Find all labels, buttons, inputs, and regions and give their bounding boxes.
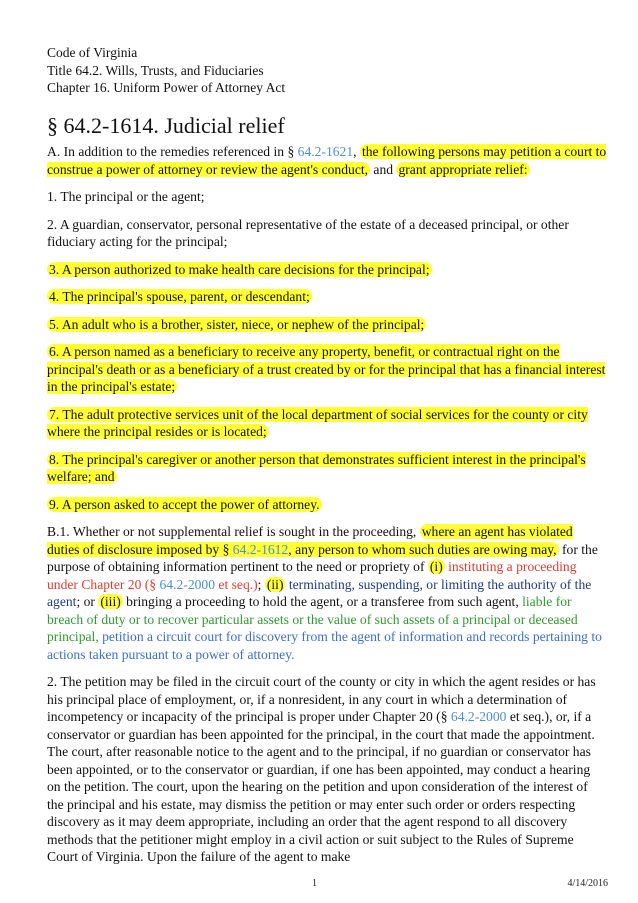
footer-date: 4/14/2016: [567, 878, 608, 889]
list-item-8-text: 8. The principal's caregiver or another person that demonstrates sufficient interest in the principal's welfare; and: [47, 451, 586, 484]
list-item-9-text: 9. A person asked to accept the power of attorney.: [49, 496, 320, 512]
green-text-liable: liable for breach of duty or to recover particular assets or the value of such assets of a principal or deceased principal,: [47, 594, 578, 644]
highlight-ii: (ii): [266, 576, 284, 592]
list-item-4-text: 4. The principal's spouse, parent, or descendant;: [49, 289, 310, 304]
list-item-5-text: 5. An adult who is a brother, sister, niece, or nephew of the principal;: [49, 316, 425, 332]
highlight-relief: grant appropriate relief:: [398, 161, 528, 177]
statute-link-64-2-2000-a[interactable]: 64.2-2000: [159, 576, 216, 592]
highlight-violated-text-b: , any person to whom such duties are owing may,: [288, 541, 557, 557]
list-item-6: [47, 343, 607, 396]
header-code: Code of Virginia: [47, 45, 138, 60]
para-b1-text-1: B.1. Whether or not supplemental relief is sought in the proceeding,: [47, 524, 420, 539]
highlight-violated-text-a: where an agent has violated duties of disclosure imposed by §: [47, 524, 573, 557]
list-item-5: [47, 316, 607, 334]
navy-text-terminating: terminating, suspending, or limiting the authority of the agent: [47, 576, 592, 609]
list-item-2-text: 2. A guardian, conservator, personal representative of the estate of a deceased principal, or other fiduciary acting for the principal;: [47, 216, 569, 249]
list-item-1-text: 1. The principal or the agent;: [47, 189, 205, 204]
statute-link-64-2-2000-b[interactable]: 64.2-2000: [450, 709, 507, 724]
list-item-7-text: 7. The adult protective services unit of the local department of social services for the county or city where the principal resides or is located;: [47, 406, 588, 439]
para-b1-text-2: for the purpose of obtaining information pertinent to the need or propriety of: [47, 541, 598, 574]
header-chapter: Chapter 16. Uniform Power of Attorney Act: [47, 80, 286, 95]
paragraph-b1: [47, 523, 607, 663]
highlight-i: (i): [429, 559, 443, 574]
list-item-8: [47, 451, 607, 486]
list-item-6-text: 6. A person named as a beneficiary to receive any property, benefit, or contractual right on the principal's death or as a beneficiary of a trust created by or for the principal that has a financial interest in the principal's estate;: [47, 344, 606, 394]
section-title: § 64.2-1614. Judicial relief: [47, 113, 285, 138]
list-item-1: [47, 188, 607, 206]
para-2-text-1: 2. The petition may be filed in the circuit court of the county or city in which the agent resides or has his principal place of employment, or, if a nonresident, in any court in which a determination of incompetency or incapacity of the principal is proper under Chapter 20 (§: [47, 674, 596, 724]
header-title: Title 64.2. Wills, Trusts, and Fiduciaries: [47, 62, 264, 78]
red-text-proceeding: instituting a proceeding under Chapter 20 (§: [47, 559, 577, 592]
paragraph-a: [47, 143, 607, 178]
para-a-text-3: and: [370, 161, 397, 177]
page-number: 1: [312, 878, 317, 889]
para-b1-text-4: ; or: [76, 594, 99, 609]
paragraph-2: [47, 673, 607, 866]
list-item-3: [47, 261, 607, 279]
list-item-4: [47, 288, 607, 306]
list-item-3-text: 3. A person authorized to make health care decisions for the principal;: [49, 261, 430, 277]
highlight-iii: (iii): [100, 594, 121, 609]
para-a-text-1: A. In addition to the remedies referenced in §: [47, 144, 298, 159]
red-text-et-seq: et seq.): [215, 576, 258, 592]
statute-link-64-2-1612[interactable]: 64.2-1612: [232, 541, 289, 557]
para-b1-text-5: bringing a proceeding to hold the agent, or a transferee from such agent,: [122, 594, 523, 609]
document-header: [47, 44, 285, 97]
blue-text-petition-discovery: petition a circuit court for discovery from the agent of information and records pertaining to actions taken pursuant to a power of attorney.: [47, 629, 602, 662]
para-2-text-2: et seq.), or, if a conservator or guardian has been appointed for the principal, in the court that made the appointment. The court, after reasonable notice to the agent and to the principal, if no guardian or conservator has been appointed, or to the conservator or guardian, if one has been appointed, may conduct a hearing on the petition. The court, upon the hearing on the petition and upon consideration of the interest of the principal and his estate, may dismiss the petition or may enter such order or orders respecting discovery as it may deem appropriate, including an order that the agent respond to all discovery methods that the petitioner might employ in a civil action or suit subject to the Rules of Supreme Court of Virginia. Upon the failure of the agent to make: [47, 709, 595, 864]
list-item-2: [47, 216, 607, 251]
list-item-9: [47, 496, 607, 514]
highlight-petition: the following persons may petition a court to construe a power of attorney or review the agent's conduct,: [47, 144, 607, 177]
para-b1-text-3: ;: [257, 576, 265, 592]
document-body: [47, 143, 607, 876]
para-a-text-2: ,: [353, 144, 360, 159]
list-item-7: [47, 406, 607, 441]
statute-link-64-2-1621[interactable]: 64.2-1621: [297, 144, 354, 159]
